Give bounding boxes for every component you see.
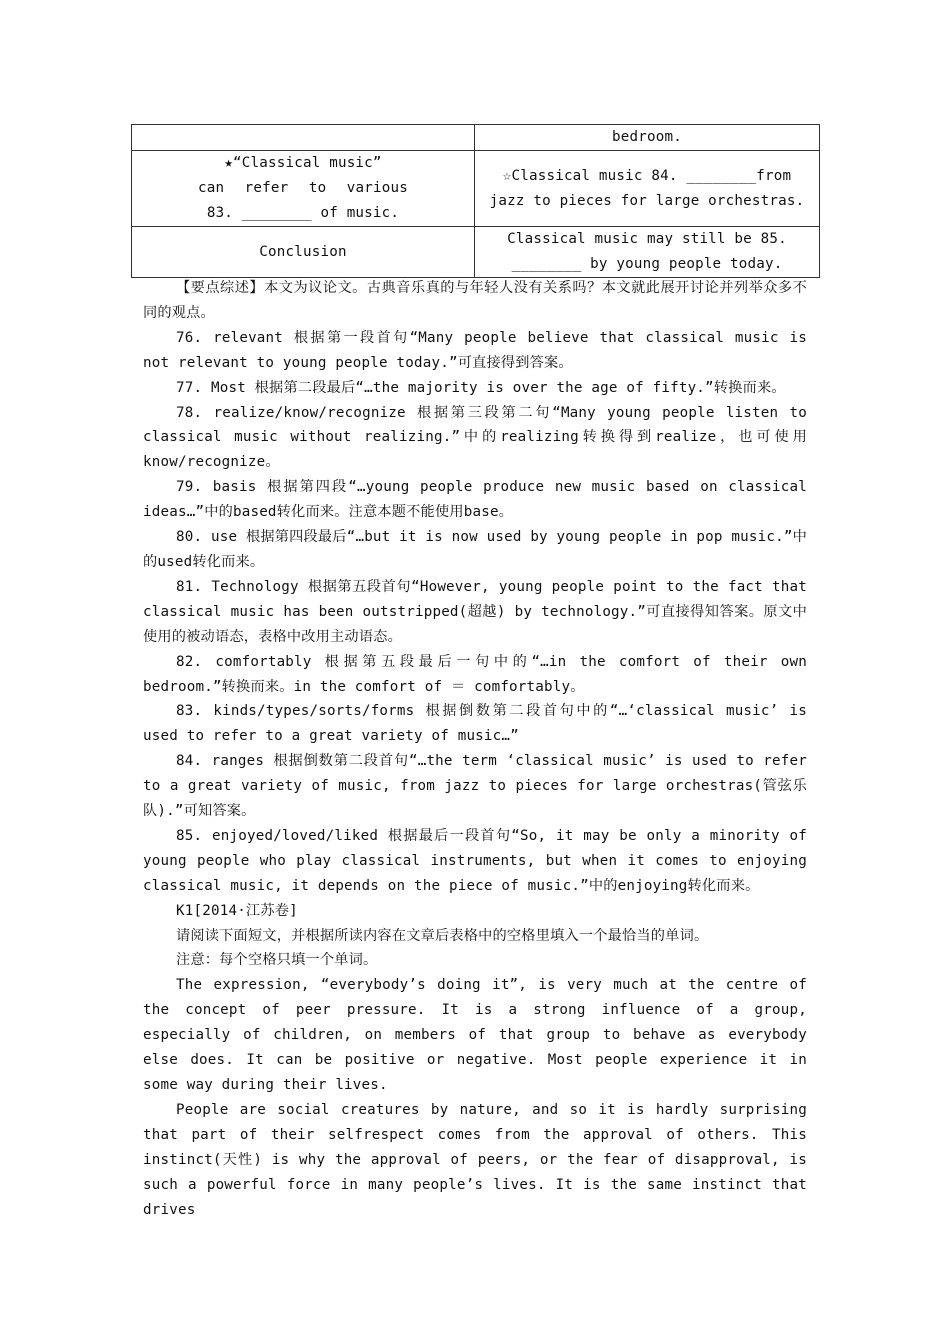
cell-line: 83. ________ of music. [206, 205, 400, 221]
answer-item: 78. realize/know/recognize 根据第三段第二句“Many young people listen to classical music without realizing.”中的realizing转换得到realize，也可使用know/recognize。 [143, 404, 807, 471]
passage-paragraph: People are social creatures by nature, and so it is hardly surprising that part of their selfrespect comes from the approval of others. This instinct(天性) is why the approval of peers, or the fear of disapproval, is such a powerful force in many people’s lives. It is the same instinct that drives [143, 1101, 807, 1218]
answer-item: 83. kinds/types/sorts/forms 根据倒数第二段首句中的“…‘classical music’ is used to refer to a great variety of music…” [143, 703, 807, 745]
cell-line: Classical music may still be 85. [507, 231, 787, 247]
table-cell [132, 151, 475, 227]
answer-item: 76. relevant 根据第一段首句“Many people believe that classical music is not relevant to young people today.”可直接得到答案。 [143, 329, 807, 371]
cell-line: jazz to pieces for large orchestras. [489, 192, 805, 209]
table-row [132, 227, 820, 278]
answer-item: 77. Most 根据第二段最后“…the majority is over the age of fifty.”转换而来。 [176, 379, 786, 396]
answer-item: 85. enjoyed/loved/liked 根据最后一段首句“So, it may be only a minority of young people who play classical instruments, but when it comes to enjoying classical music, it depends on the piece of music.”中的enjoying转化而来。 [143, 827, 807, 894]
table-cell: Conclusion [132, 227, 475, 278]
cell-line: ☆Classical music 84. ________from [502, 167, 792, 184]
body-text [143, 276, 807, 1222]
table-cell [132, 125, 475, 151]
summary-table [131, 124, 820, 278]
cell-line: can refer to various [198, 180, 408, 196]
section-tag: K1[2014·江苏卷] [176, 902, 298, 919]
passage-paragraph: The expression, “everybody’s doing it”, is very much at the centre of the concept of peer pressure. It is a strong influence of a group, especially of children, on members of that group to behave as everybody else does. It can be positive or negative. Most people experience it in some way during their lives. [143, 977, 807, 1093]
answer-item: 81. Technology 根据第五段首句“However, young people point to the fact that classical music has been outstripped(超越) by technology.”可直接得知答案。原文中使用的被动语态，表格中改用主动语态。 [143, 578, 807, 645]
summary-paragraph: 【要点综述】本文为议论文。古典音乐真的与年轻人没有关系吗？本文就此展开讨论并列举众多不同的观点。 [143, 280, 807, 321]
answer-item: 79. basis 根据第四段“…young people produce new music based on classical ideas…”中的based转化而来。注意本题不能使用base。 [143, 479, 807, 521]
instruction-line: 注意：每个空格只填一个单词。 [176, 952, 378, 969]
answer-item: 80. use 根据第四段最后“…but it is now used by young people in pop music.”中的used转化而来。 [143, 529, 807, 570]
answer-item: 84. ranges 根据倒数第二段首句“…the term ‘classical music’ is used to refer to a great variety of music, from jazz to pieces for large orchestras(管弦乐队).”可知答案。 [143, 753, 807, 820]
table-cell: bedroom. [475, 125, 820, 151]
cell-line: ________ by young people today. [511, 256, 783, 272]
table-row [132, 151, 820, 227]
instruction-line: 请阅读下面短文，并根据所读内容在文章后表格中的空格里填入一个最恰当的单词。 [176, 927, 709, 944]
table-cell [475, 227, 820, 278]
table-row [132, 125, 820, 151]
cell-line: ★“Classical music” [224, 155, 382, 171]
answer-item: 82. comfortably 根据第五段最后一句中的“…in the comfort of their own bedroom.”转换而来。in the comfort of ＝ comfortably。 [143, 653, 807, 695]
table-cell [475, 151, 820, 227]
